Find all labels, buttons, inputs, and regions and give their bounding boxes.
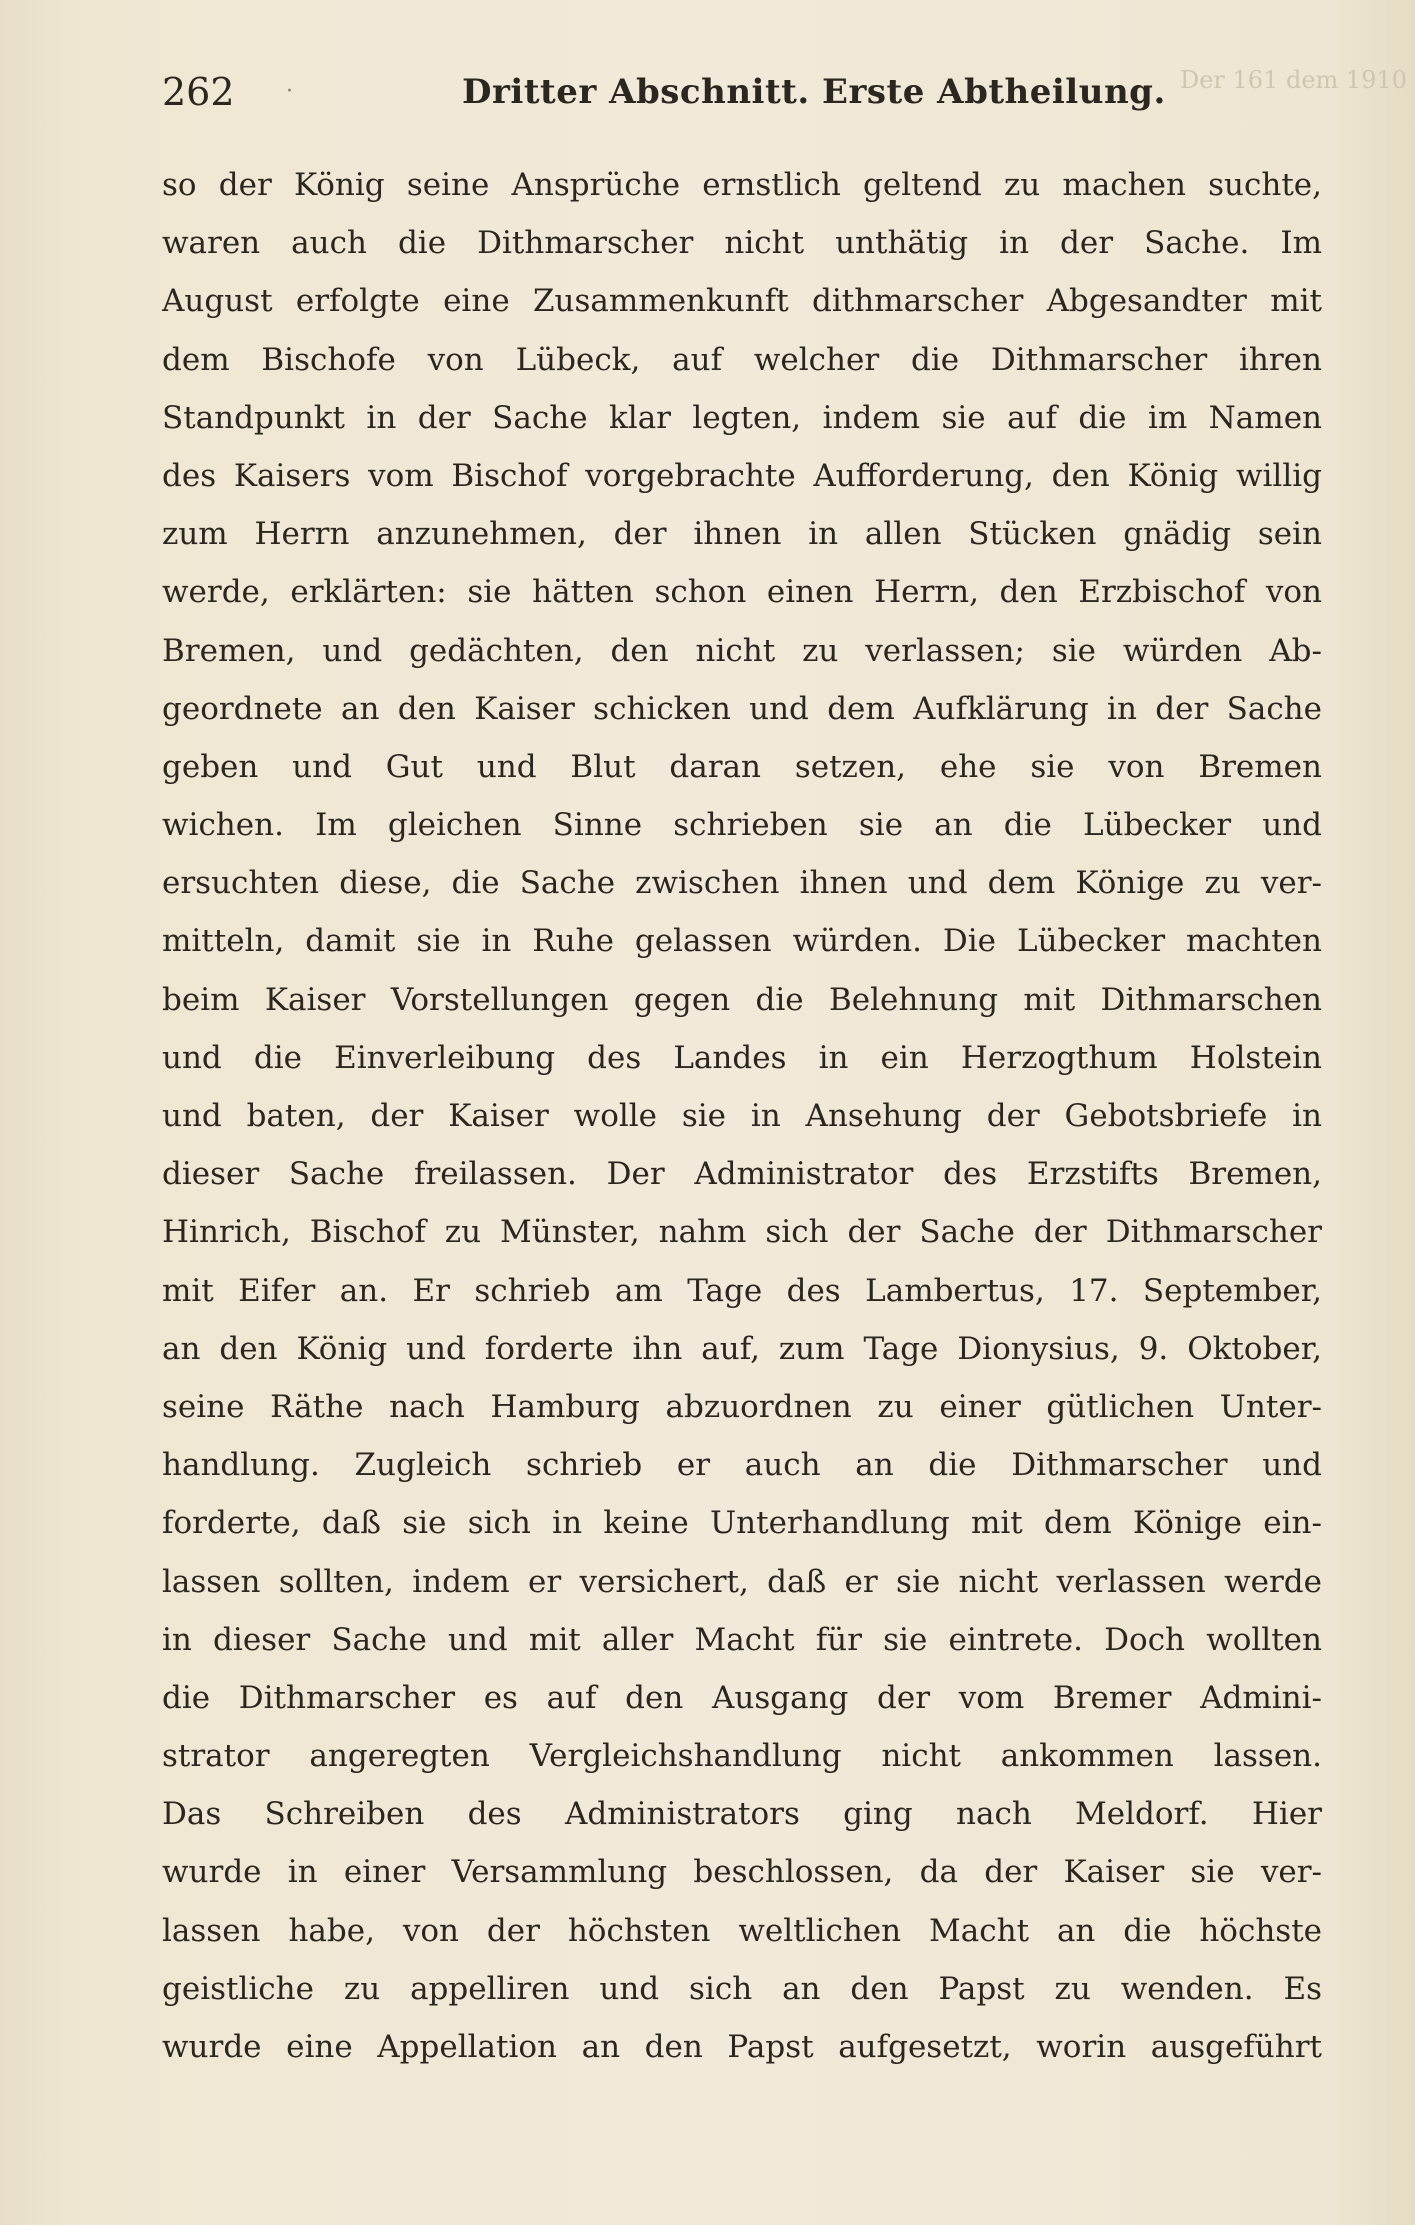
text-line: seine Räthe nach Hamburg abzuordnen zu einer gütlichen Unter- xyxy=(162,1388,1322,1425)
text-line: handlung. Zugleich schrieb er auch an die Dithmarscher und xyxy=(162,1447,1322,1484)
text-line: Hinrich, Bischof zu Münster, nahm sich der Sache der Dithmarscher xyxy=(162,1214,1322,1251)
text-line: dieser Sache freilassen. Der Administrator des Erzstifts Bremen, xyxy=(162,1156,1322,1193)
text-line: Standpunkt in der Sache klar legten, indem sie auf die im Namen xyxy=(162,399,1322,436)
text-line: dem Bischofe von Lübeck, auf welcher die Dithmarscher ihren xyxy=(162,341,1322,378)
faint-corner-mark: Der 161 dem 1910 xyxy=(1179,66,1407,94)
text-line: des Kaisers vom Bischof vorgebrachte Aufforderung, den König willig xyxy=(162,457,1322,494)
text-line: mit Eifer an. Er schrieb am Tage des Lambertus, 17. September, xyxy=(162,1272,1322,1309)
text-line: beim Kaiser Vorstellungen gegen die Belehnung mit Dithmarschen xyxy=(162,981,1322,1018)
text-line: und die Einverleibung des Landes in ein Herzogthum Holstein xyxy=(162,1039,1322,1076)
text-line: die Dithmarscher es auf den Ausgang der vom Bremer Admini- xyxy=(162,1679,1322,1716)
text-line: an den König und forderte ihn auf, zum Tage Dionysius, 9. Oktober, xyxy=(162,1330,1322,1367)
text-line: wurde eine Appellation an den Papst aufgesetzt, worin ausgeführt xyxy=(162,2029,1322,2065)
text-line: lassen habe, von der höchsten weltlichen Macht an die höchste xyxy=(162,1912,1322,1949)
text-line: ersuchten diese, die Sache zwischen ihnen und dem Könige zu ver- xyxy=(162,865,1322,902)
text-line: und baten, der Kaiser wolle sie in Ansehung der Gebotsbriefe in xyxy=(162,1098,1322,1134)
text-line: werde, erklärten: sie hätten schon einen Herrn, den Erzbischof von xyxy=(162,574,1322,611)
text-line: geistliche zu appelliren und sich an den Papst zu wenden. Es xyxy=(162,1970,1322,2007)
running-title: Dritter Abschnitt. Erste Abtheilung. xyxy=(462,72,1166,112)
text-line: wichen. Im gleichen Sinne schrieben sie an die Lübecker und xyxy=(162,807,1322,844)
body-text xyxy=(162,156,1322,2076)
text-line: in dieser Sache und mit aller Macht für sie eintrete. Doch wollten xyxy=(162,1621,1322,1658)
text-line: geordnete an den Kaiser schicken und dem Aufklärung in der Sache xyxy=(162,690,1322,727)
text-line: forderte, daß sie sich in keine Unterhandlung mit dem Könige ein- xyxy=(162,1505,1322,1542)
text-line: Das Schreiben des Administrators ging nach Meldorf. Hier xyxy=(162,1796,1322,1833)
text-line: wurde in einer Versammlung beschlossen, da der Kaiser sie ver- xyxy=(162,1854,1322,1891)
text-line: waren auch die Dithmarscher nicht unthätig in der Sache. Im xyxy=(162,225,1322,262)
text-line: so der König seine Ansprüche ernstlich geltend zu machen suchte, xyxy=(162,167,1322,203)
running-head xyxy=(162,64,1322,120)
text-line: mitteln, damit sie in Ruhe gelassen würden. Die Lübecker machten xyxy=(162,923,1322,960)
page-number: 262 xyxy=(162,70,235,114)
text-line: Bremen, und gedächten, den nicht zu verlassen; sie würden Ab- xyxy=(162,632,1322,669)
text-line: lassen sollten, indem er versichert, daß er sie nicht verlassen werde xyxy=(162,1563,1322,1600)
text-line: August erfolgte eine Zusammenkunft dithmarscher Abgesandter mit xyxy=(162,283,1322,320)
text-line: geben und Gut und Blut daran setzen, ehe sie von Bremen xyxy=(162,748,1322,785)
header-separator: · xyxy=(286,79,293,104)
text-line: strator angeregten Vergleichshandlung nicht ankommen lassen. xyxy=(162,1738,1322,1775)
text-line: zum Herrn anzunehmen, der ihnen in allen Stücken gnädig sein xyxy=(162,516,1322,553)
